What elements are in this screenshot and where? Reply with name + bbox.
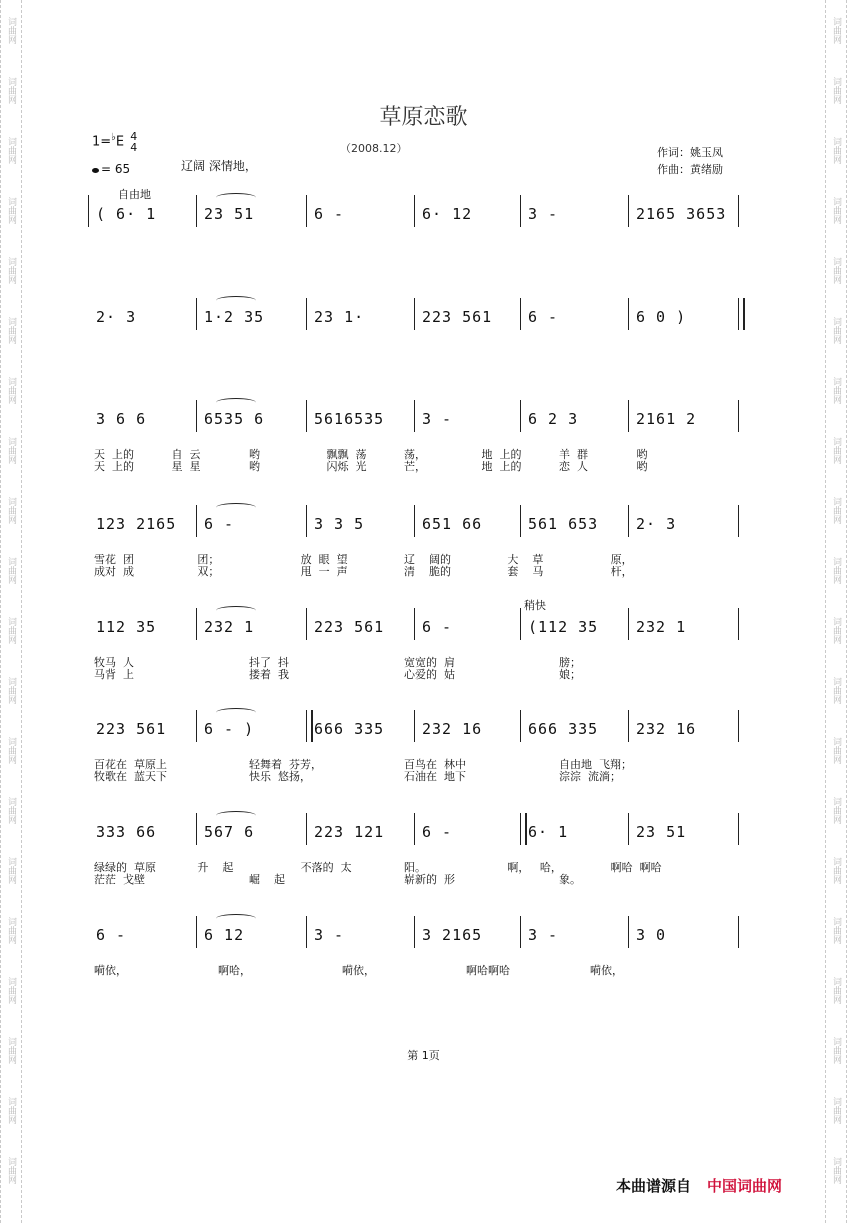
lyric-2: 崭新的 形 (404, 873, 455, 886)
watermark-text: 词曲网 (6, 16, 16, 44)
measure: 1·2 35 (204, 308, 265, 326)
lyric-1: 荡， (404, 448, 426, 461)
watermark-text: 词曲网 (831, 676, 841, 704)
page-number: 第 1页 (407, 1049, 440, 1062)
lyric-1: 地 上的 (481, 448, 522, 461)
lyric-1: 雪花 团 (94, 553, 134, 566)
barline (196, 916, 197, 948)
lyric-2: 恋 人 (559, 460, 588, 473)
watermark-text: 词曲网 (831, 376, 841, 404)
measure: 232 16 (636, 720, 697, 738)
watermark-text: 词曲网 (831, 316, 841, 344)
source-credit: 本曲谱源自 中国词曲网 (616, 1177, 783, 1195)
barline (628, 916, 629, 948)
lyric-2: 双； (197, 565, 220, 578)
barline (196, 710, 197, 742)
barline (520, 400, 521, 432)
lyric-2: 哟 (636, 460, 648, 473)
quarter-note-icon (92, 168, 99, 173)
lyric-1: 团； (197, 553, 220, 566)
measure: 2161 2 (636, 410, 697, 428)
barline (628, 298, 629, 330)
watermark-text: 词曲网 (6, 556, 16, 584)
barline (520, 608, 521, 640)
barline (738, 505, 739, 537)
measure: 651 66 (422, 515, 483, 533)
watermark-text: 词曲网 (6, 496, 16, 524)
barline (520, 710, 521, 742)
barline (196, 608, 197, 640)
watermark-text: 词曲网 (6, 736, 16, 764)
watermark-text: 词曲网 (831, 556, 841, 584)
measure: 6 - (204, 515, 235, 533)
measure: 23 1· (314, 308, 365, 326)
measure: 3 - (528, 926, 559, 944)
lyric-1: 啊哈 啊哈 (610, 861, 662, 874)
watermark-text: 词曲网 (831, 76, 841, 104)
lyric-1: 啊， 哈， (507, 861, 562, 874)
measure: 3 6 6 (96, 410, 147, 428)
measure: 6 - (96, 926, 127, 944)
measure: 3 - (314, 926, 345, 944)
barline (196, 400, 197, 432)
lyric-2: 石油在 地下 (404, 770, 466, 783)
lyric-2: 淙淙 流淌； (559, 770, 621, 783)
slur-mark (216, 193, 256, 202)
barline (628, 710, 629, 742)
lyric-2: 搂着 我 (249, 668, 289, 681)
watermark-text: 词曲网 (831, 16, 841, 44)
measure: 5616535 (314, 410, 385, 428)
watermark-text: 词曲网 (6, 856, 16, 884)
measure: 6 2 3 (528, 410, 579, 428)
watermark-text: 词曲网 (6, 976, 16, 1004)
barline (306, 298, 307, 330)
watermark-text: 词曲网 (831, 736, 841, 764)
barline (414, 298, 415, 330)
barline (306, 400, 307, 432)
lyric-2: 心爱的 姑 (404, 668, 455, 681)
barline (414, 505, 415, 537)
barline (628, 400, 629, 432)
watermark-text: 词曲网 (831, 196, 841, 224)
lyric-1: 自由地 飞翔； (559, 758, 632, 771)
barline (414, 608, 415, 640)
watermark-text: 词曲网 (6, 916, 16, 944)
barline (196, 505, 197, 537)
watermark-text: 词曲网 (831, 856, 841, 884)
lyric-1: 天 上的 (94, 448, 134, 461)
barline (306, 608, 307, 640)
barline (628, 608, 629, 640)
measure: 561 653 (528, 515, 599, 533)
lyric-1: 百鸟在 林中 (404, 758, 466, 771)
measure: 223 561 (96, 720, 167, 738)
lyric-2: 哟 (249, 460, 260, 473)
measure: 666 335 (314, 720, 385, 738)
slur-mark (216, 606, 256, 615)
barline (738, 916, 739, 948)
barline (306, 710, 313, 742)
watermark-text: 词曲网 (6, 1156, 16, 1184)
lyric-1: 阳。 (404, 861, 426, 874)
lyric-1: 哟 (249, 448, 260, 461)
barline (520, 916, 521, 948)
slur-mark (216, 398, 256, 407)
barline (88, 195, 89, 227)
lyric-2: 芒， (404, 460, 426, 473)
lyric-1: 自 云 (171, 448, 201, 461)
watermark-text: 词曲网 (831, 616, 841, 644)
measure: 6 - (422, 618, 453, 636)
barline (306, 195, 307, 227)
lyric-2: 甩 一 声 (300, 565, 348, 578)
lyricist-credit: 作词：姚玉凤 (657, 146, 723, 159)
barline (520, 298, 521, 330)
watermark-text: 词曲网 (6, 76, 16, 104)
key-signature: 1=♭E 4 4 (92, 130, 138, 154)
slur-mark (216, 503, 256, 512)
lyric-1: 大 草 (507, 553, 544, 566)
lyric-2: 星 星 (171, 460, 201, 473)
measure: 3 - (422, 410, 453, 428)
lyric-1: 原， (610, 553, 633, 566)
watermark-text: 词曲网 (6, 196, 16, 224)
lyric-2: 成对 成 (94, 565, 134, 578)
slur-mark (216, 296, 256, 305)
lyric-2: 地 上的 (481, 460, 522, 473)
barline (738, 710, 739, 742)
right-watermark-strip (825, 0, 847, 1223)
measure: 223 121 (314, 823, 385, 841)
measure: 333 66 (96, 823, 157, 841)
tempo-faster-marking: 稍快 (524, 599, 546, 612)
watermark-text: 词曲网 (6, 1036, 16, 1064)
lyric-2: 闪烁 光 (326, 460, 367, 473)
song-title: 草原恋歌 (379, 105, 468, 130)
measure: 6 12 (204, 926, 245, 944)
lyric-1: 牧马 人 (94, 656, 134, 669)
lyric-1: 羊 群 (559, 448, 588, 461)
measure: 6· 1 (528, 823, 569, 841)
watermark-text: 词曲网 (6, 796, 16, 824)
watermark-text: 词曲网 (6, 136, 16, 164)
measure: 6 - (528, 308, 559, 326)
barline (520, 505, 521, 537)
barline (520, 813, 527, 845)
watermark-text: 词曲网 (6, 256, 16, 284)
watermark-text: 词曲网 (831, 916, 841, 944)
lyric-2: 天 上的 (94, 460, 134, 473)
measure: 666 335 (528, 720, 599, 738)
lyric-1: 膀； (559, 656, 581, 669)
measure: 3 3 5 (314, 515, 365, 533)
lyric-2: 牧歌在 蓝天下 (94, 770, 167, 783)
measure: 3 - (528, 205, 559, 223)
credits (657, 144, 723, 178)
measure: 6 - (422, 823, 453, 841)
time-signature: 4 4 (130, 130, 138, 154)
barline (738, 813, 739, 845)
lyric-2: 马背 上 (94, 668, 134, 681)
composition-date: （2008.12） (340, 142, 408, 155)
barline (414, 195, 415, 227)
lyric-1: 抖了 抖 (249, 656, 289, 669)
barline (196, 813, 197, 845)
lyric-1: 不落的 太 (300, 861, 352, 874)
measure: 232 16 (422, 720, 483, 738)
measure: 232 1 (636, 618, 687, 636)
barline (738, 608, 739, 640)
left-watermark-strip (0, 0, 22, 1223)
watermark-text: 词曲网 (6, 676, 16, 704)
lyric-1: 嗬依， (94, 964, 127, 977)
lyric-1: 轻舞着 芬芳， (249, 758, 322, 771)
measure: 223 561 (314, 618, 385, 636)
barline (414, 400, 415, 432)
lyric-1: 啊哈， (218, 964, 251, 977)
watermark-text: 词曲网 (831, 1156, 841, 1184)
lyric-1: 绿绿的 草原 (94, 861, 156, 874)
lyric-1: 放 眼 望 (300, 553, 348, 566)
lyric-2: 崛 起 (249, 873, 285, 886)
measure: 6535 6 (204, 410, 265, 428)
measure: 23 51 (636, 823, 687, 841)
barline (306, 916, 307, 948)
barline (306, 505, 307, 537)
lyric-1: 飘飘 荡 (326, 448, 367, 461)
measure: 6· 12 (422, 205, 473, 223)
watermark-text: 词曲网 (831, 796, 841, 824)
barline (414, 710, 415, 742)
watermark-text: 词曲网 (831, 136, 841, 164)
lyric-1: 升 起 (197, 861, 234, 874)
lyric-1: 百花在 草原上 (94, 758, 167, 771)
lyric-1: 宽宽的 肩 (404, 656, 455, 669)
lyric-1: 嗬依， (342, 964, 375, 977)
measure: 6 0 ) (636, 308, 687, 326)
measure: 6 - (314, 205, 345, 223)
lyric-2: 象。 (559, 873, 581, 886)
measure: 23 51 (204, 205, 255, 223)
measure: 2165 3653 (636, 205, 727, 223)
barline (738, 400, 739, 432)
watermark-text: 词曲网 (831, 1036, 841, 1064)
watermark-text: 词曲网 (6, 376, 16, 404)
barline (196, 298, 197, 330)
barline (196, 195, 197, 227)
barline (414, 813, 415, 845)
measure: ( 6· 1 (96, 205, 157, 223)
watermark-text: 词曲网 (6, 316, 16, 344)
slur-mark (216, 914, 256, 923)
slur-mark (216, 708, 256, 717)
watermark-text: 词曲网 (831, 1096, 841, 1124)
composer-credit: 作曲：黄绪励 (657, 163, 723, 176)
barline (628, 813, 629, 845)
lyric-1: 哟 (636, 448, 648, 461)
lyric-1: 辽 阔的 (404, 553, 451, 566)
measure: 2· 3 (636, 515, 677, 533)
lyric-2: 快乐 悠扬， (249, 770, 311, 783)
lyric-1: 啊哈啊哈 (466, 964, 510, 977)
lyric-2: 茫茫 戈壁 (94, 873, 145, 886)
tempo-free-marking: 自由地 (118, 188, 151, 201)
brand-link[interactable]: 中国词曲网 (707, 1177, 783, 1195)
measure: 3 2165 (422, 926, 483, 944)
measure: 232 1 (204, 618, 255, 636)
watermark-text: 词曲网 (831, 976, 841, 1004)
watermark-text: 词曲网 (6, 436, 16, 464)
watermark-text: 词曲网 (831, 436, 841, 464)
barline (738, 298, 745, 330)
watermark-text: 词曲网 (831, 496, 841, 524)
lyric-2: 杆， (610, 565, 633, 578)
measure: 112 35 (96, 618, 157, 636)
watermark-text: 词曲网 (6, 616, 16, 644)
expression-marking: 辽阔 深情地， (181, 159, 257, 173)
barline (628, 505, 629, 537)
watermark-text: 词曲网 (831, 256, 841, 284)
measure: 567 6 (204, 823, 255, 841)
lyric-2: 套 马 (507, 565, 544, 578)
measure: 6 - ) (204, 720, 255, 738)
measure: (112 35 (528, 618, 599, 636)
measure: 3 0 (636, 926, 667, 944)
watermark-text: 词曲网 (6, 1096, 16, 1124)
measure: 2· 3 (96, 308, 137, 326)
lyric-2: 娘； (559, 668, 581, 681)
barline (628, 195, 629, 227)
slur-mark (216, 811, 256, 820)
measure: 123 2165 (96, 515, 177, 533)
barline (306, 813, 307, 845)
tempo-marking: = 65 (92, 162, 130, 176)
barline (520, 195, 521, 227)
measure: 223 561 (422, 308, 493, 326)
lyric-1: 嗬依， (590, 964, 623, 977)
barline (414, 916, 415, 948)
lyric-2: 清 脆的 (404, 565, 451, 578)
barline (738, 195, 739, 227)
